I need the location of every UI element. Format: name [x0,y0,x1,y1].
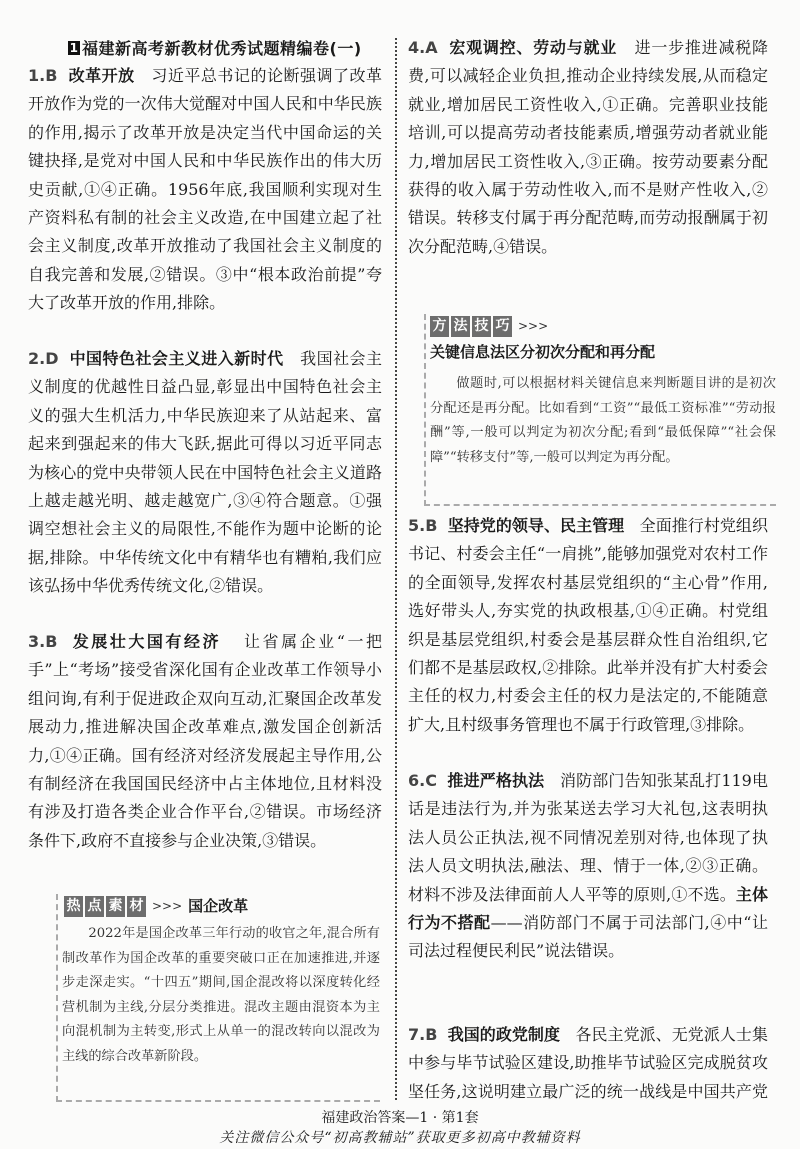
paper-title [68,36,362,59]
emphasis-text: 主体行为不搭配 [408,884,768,933]
question-number: 5.B [408,516,438,535]
hot-material-box [56,894,380,1102]
question-text: 让省属企业“一把手”上“考场”接受省深化国有企业改革工作领导小组问询,有利于促进政企双向互动,汇聚国企改革发展动力,推进解决国企改革难点,激发国企创新活力,①④正确。国有经济对经济发展起主导作用,公有制经济在我国国民经济中占主体地位,且材料没有涉及打造各类企业合作平台,②错误。市场经济条件下,政府不直接参与企业决策,③错误。 [28,632,382,850]
question-7 [408,1021,768,1107]
tag-char: 素 [106,896,125,917]
question-keyword: 发展壮大国有经济 [72,632,222,651]
method-title: 关键信息法区分初次分配和再分配 [430,343,656,361]
tag-char: 法 [451,316,470,337]
hot-material-tag [64,896,148,917]
question-4 [408,34,768,261]
question-keyword: 中国特色社会主义进入新时代 [69,349,284,368]
tag-char: 热 [64,896,83,917]
title-text: 福建新高考新教材优秀试题精编卷(一) [82,39,362,58]
question-text: 全面推行村党组织书记、村委会主任“一肩挑”,能够加强党对农村工作的全面领导,发挥农村基层党组织的“主心骨”作用,选好带头人,夯实党的执政根基,①④正确。村党组织是基层党组织,村委会是基层群众性自治组织,它们都不是基层政权,②排除。此举并没有扩大村委会主任的权力,村委会主任的权力是法定的,不能随意扩大,且村级事务管理也不属于行政管理,③排除。 [408,516,768,734]
question-keyword: 宏观调控、劳动与就业 [449,38,618,57]
question-keyword: 推进严格执法 [447,771,545,790]
question-keyword: 改革开放 [68,66,135,85]
tag-char: 巧 [493,316,512,337]
question-5 [408,512,768,739]
question-number: 1.B [28,66,58,85]
question-6 [408,767,768,966]
tag-char: 材 [127,896,146,917]
question-1 [28,62,382,318]
question-text: 消防部门告知张某乱打119电话是违法行为,并为张某送去学习大礼包,这表明执法人员公正执法,视不同情况差别对待,也体现了执法人员文明执法,融法、理、情于一体,②③正确。材料不涉及法律面前人人平等的原则,①不选。 [408,771,769,904]
method-box [424,314,776,506]
question-number: 2.D [28,349,59,368]
hot-material-title: 国企改革 [188,897,249,915]
page-footer: 福建政治答案—1 · 第1套 [321,1110,479,1126]
question-number: 4.A [408,38,438,57]
question-keyword: 坚持党的领导、民主管理 [447,516,625,535]
method-tag [430,316,514,337]
column-divider [395,38,397,1100]
question-text: 各民主党派、无党派人士集中参与毕节试验区建设,助推毕节试验区完成脱贫攻坚任务,这说明建立最广泛的统一战线是中国共产党 [408,1025,768,1101]
tag-char: 方 [430,316,449,337]
method-body: 做题时,可以根据材料关键信息来判断题目讲的是初次分配还是再分配。比如看到“工资”“最低工资标准”“劳动报酬”等,一般可以判定为初次分配;看到“最低保障”“社会保障”“转移支付”等,一般可以判定为再分配。 [430,376,776,465]
footer-notice: 关注微信公众号“初高教辅站”获取更多初高中教辅资料 [219,1130,581,1146]
hot-material-body: 2022年是国企改革三年行动的收官之年,混合所有制改革作为国企改革的重要突破口正在加速推进,并逐步走深走实。“十四五”期间,国企混改将以深度转化经营机制为主线,分层分类推进。混改主题由混资本为主向混机制为主转变,形式上从单一的混改转向以混改为主线的综合改革新阶段。 [62,926,380,1064]
method-header [430,314,776,366]
title-badge: 1 [69,41,79,55]
question-text: 我国社会主义制度的优越性日益凸显,彰显出中国特色社会主义的强大生机活力,中华民族迎来了从站起来、富起来到强起来的伟大飞跃,据此可得以习近平同志为核心的党中央带领人民在中国特色社会主义道路上越走越光明、越走越宽广,③④符合题意。①强调空想社会主义的局限性,不能作为题中论断的论据,排除。中华传统文化中有精华也有糟粕,我们应该弘扬中华优秀传统文化,②错误。 [28,349,382,596]
question-text: 习近平总书记的论断强调了改革开放作为党的一次伟大觉醒对中国人民和中华民族的作用,揭示了改革开放是决定当代中国命运的关键抉择,是党对中国人民和中华民族作出的伟大历史贡献,①④正确。1956年底,我国顺利实现对生产资料私有制的社会主义改造,在中国建立起了社会主义制度,改革开放推动了我国社会主义制度的自我完善和发展,②错误。③中“根本政治前提”夸大了改革开放的作用,排除。 [28,66,382,313]
tag-char: 技 [472,316,491,337]
question-number: 3.B [28,632,58,651]
question-text: 进一步推进减税降费,可以减轻企业负担,推动企业持续发展,从而稳定就业,增加居民工资性收入,①正确。完善职业技能培训,可以提高劳动者技能素质,增强劳动者就业能力,增加居民工资性收入,③正确。按劳动要素分配获得的收入属于劳动性收入,而不是财产性收入,②错误。转移支付属于再分配范畴,而劳动报酬属于初次分配范畴,④错误。 [408,38,768,256]
hot-material-header [64,894,380,918]
question-2 [28,345,382,601]
question-number: 6.C [408,771,437,790]
question-keyword: 我国的政党制度 [447,1025,561,1044]
question-3 [28,628,382,855]
question-text-continued: ——消防部门不属于司法部门,④中“让司法过程便民利民”说法错误。 [408,913,768,961]
tag-char: 点 [85,896,104,917]
question-number: 7.B [408,1025,438,1044]
arrows-icon: >>> [152,899,183,913]
arrows-icon: >>> [518,319,549,333]
